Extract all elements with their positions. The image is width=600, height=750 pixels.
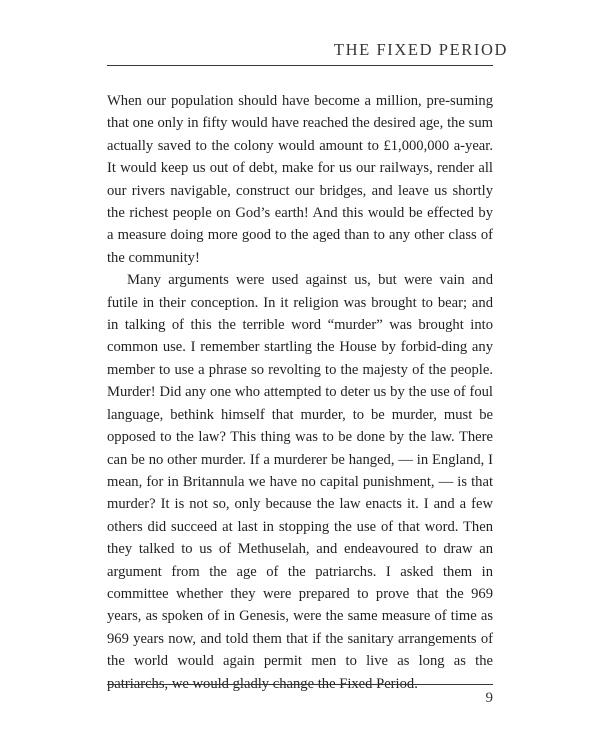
paragraph-2: Many arguments were used against us, but were vain and futile in their conception. In it religion was brought to bear; and in talking of this the terrible word “murder” was brought into common use. I remember startling the House by forbid-ding any member to use a phrase so revolting to the majesty of the people. Murder! Did any one who attempted to deter us by the use of foul language, bethink himself that murder, to be murder, must be opposed to the law? This thing was to be done by the law. There can be no other murder. If a murderer be hanged, — in England, I mean, for in Britannula we have no capital punishment, — is that murder? It is not so, only because the law enacts it. I and a few others did succeed at last in stopping the use of that word. Then they talked to us of Methuselah, and endeavoured to draw an argument from the age of the patriarchs. I asked them in committee whether they were prepared to prove that the 969 years, as spoken of in Genesis, were the same measure of time as 969 years now, and told them that if the sanitary arrangements of the world would again permit men to live as long as the patriarchs, we would gladly change the Fixed Period. (107, 272, 493, 692)
page-number: 9 (485, 690, 493, 706)
body-text (107, 90, 493, 695)
header-rule (107, 65, 493, 66)
footer-rule (107, 684, 493, 685)
paragraph-1: When our population should have become a million, pre-suming that one only in fifty would have reached the desired age, the sum actually saved to the colony would amount to £1,000,000 a-year. It would keep us out of debt, make for us our railways, render all our rivers navigable, construct our bridges, and leave us shortly the richest people on God’s earth! And this would be effected by a measure doing more good to the aged than to any other class of the community! (107, 93, 493, 266)
running-head: THE FIXED PERIOD (333, 40, 508, 59)
